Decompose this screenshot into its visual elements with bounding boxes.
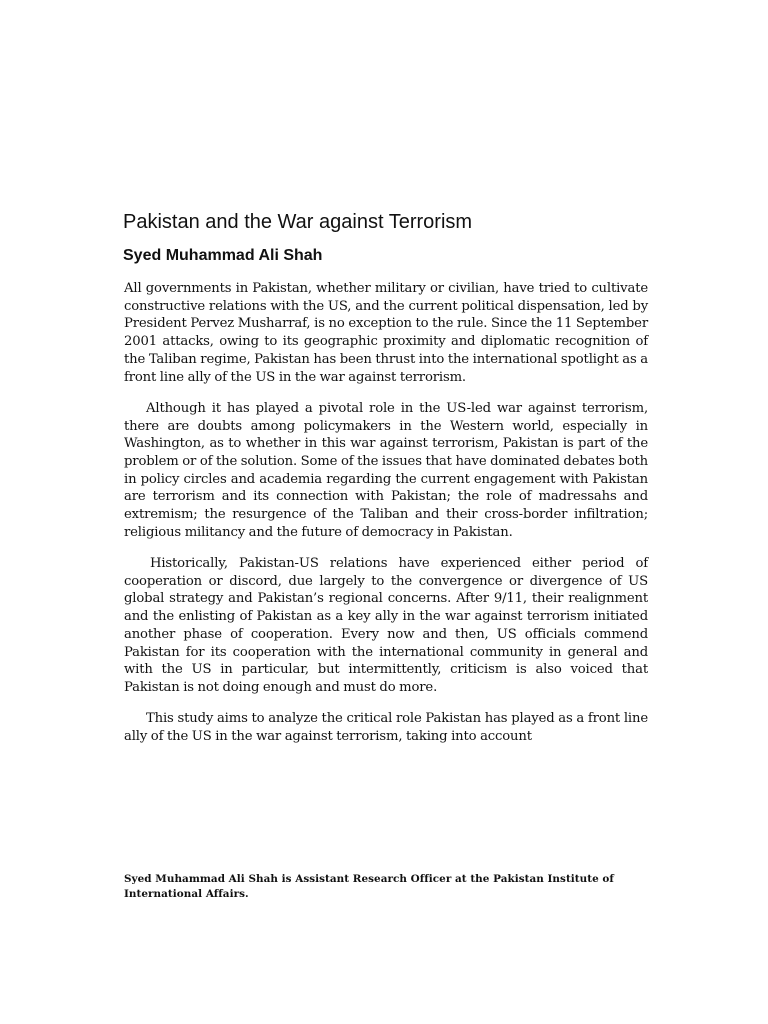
paragraph-1: All governments in Pakistan, whether military or civilian, have tried to cultivate constructive relations with the US, and the current political dispensation, led by President Pervez Musharraf, is no exception to the rule. Since the 11 September 2001 attacks, owing to its geographic proximity and diplomatic recognition of the Taliban regime, Pakistan has been thrust into the international spotlight as a front line ally of the US in the war against terrorism. <box>124 281 648 385</box>
article-body <box>124 280 648 759</box>
paragraph-3: Historically, Pakistan-US relations have experienced either period of cooperation or discord, due largely to the convergence or divergence of US global strategy and Pakistan’s regional concerns. After 9/11, their realignment and the enlisting of Pakistan as a key ally in the war against terrorism initiated another phase of cooperation. Every now and then, US officials commend Pakistan for its cooperation with the international community in general and with the US in particular, but intermittently, criticism is also voiced that Pakistan is not doing enough and must do more. <box>124 556 648 695</box>
article-title: Pakistan and the War against Terrorism <box>123 211 473 233</box>
author-footnote: Syed Muhammad Ali Shah is Assistant Research Officer at the Pakistan Institute of International Affairs. <box>124 873 614 900</box>
article-author: Syed Muhammad Ali Shah <box>123 247 323 264</box>
paragraph-2: Although it has played a pivotal role in the US-led war against terrorism, there are doubts among policymakers in the Western world, especially in Washington, as to whether in this war against terrorism, Pakistan is part of the problem or of the solution. Some of the issues that have dominated debates both in policy circles and academia regarding the current engagement with Pakistan are terrorism and its connection with Pakistan; the role of madressahs and extremism; the resurgence of the Taliban and their cross-border infiltration; religious militancy and the future of democracy in Pakistan. <box>124 400 649 540</box>
paragraph-4: This study aims to analyze the critical role Pakistan has played as a front line ally of the US in the war against terrorism, taking into account <box>124 711 648 744</box>
